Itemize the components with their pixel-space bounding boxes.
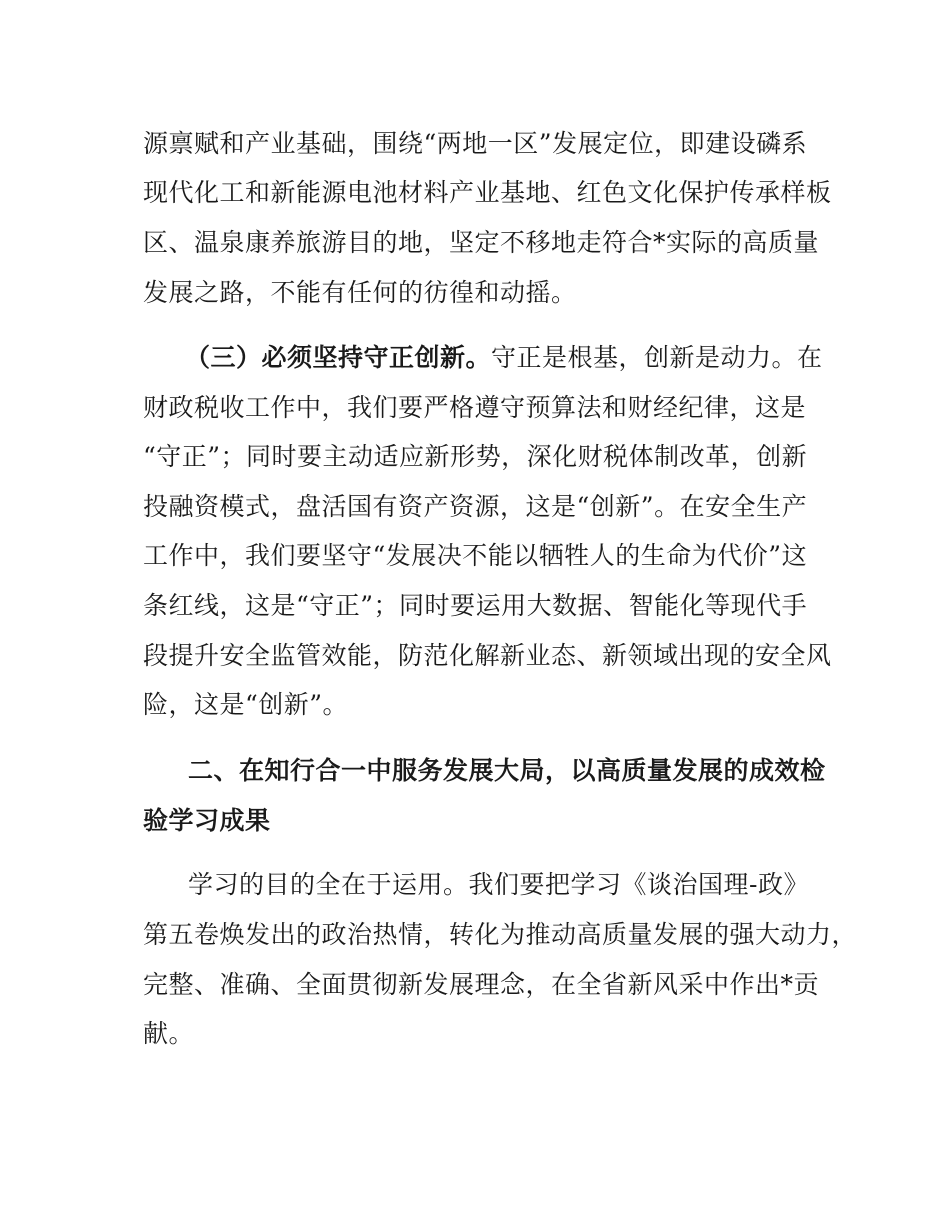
paragraph-2-line-4: 投融资模式，盘活国有资产资源，这是“创新”。在安全生产: [143, 492, 808, 521]
paragraph-2-heading: （三）必须坚持守正创新。: [185, 343, 492, 372]
paragraph-3-line-3: 完整、准确、全面贯彻新发展理念，在全省新风采中作出*贡: [143, 970, 820, 999]
paragraph-2-line-7: 段提升安全监管效能，防范化解新业态、新领域出现的安全风: [143, 641, 832, 670]
section-heading-line-2: 验学习成果: [143, 806, 271, 835]
paragraph-1-line-4: 发展之路，不能有任何的彷徨和动摇。: [143, 278, 577, 307]
paragraph-1-line-2: 现代化工和新能源电池材料产业基地、红色文化保护传承样板: [143, 178, 832, 207]
paragraph-2-line-8: 险，这是“创新”。: [143, 690, 349, 719]
paragraph-2-line-2: 财政税收工作中，我们要严格遵守预算法和财经纪律，这是: [143, 393, 807, 422]
section-heading-line-1: 二、在知行合一中服务发展大局，以高质量发展的成效检: [188, 756, 826, 785]
paragraph-2-line-6: 条红线，这是“守正”；同时要运用大数据、智能化等现代手: [143, 591, 808, 620]
paragraph-2-line-1: [185, 343, 823, 373]
paragraph-2-first-line-rest: 守正是根基，创新是动力。在: [491, 343, 823, 372]
paragraph-3-line-4: 献。: [143, 1019, 195, 1048]
paragraph-2-line-3: “守正”；同时要主动适应新形势，深化财税体制改革，创新: [143, 442, 808, 471]
paragraph-3-line-1: 学习的目的全在于运用。我们要把学习《谈治国理-政》: [188, 870, 809, 899]
paragraph-3-line-2: 第五卷焕发出的政治热情，转化为推动高质量发展的强大动力，: [143, 920, 858, 949]
paragraph-1-line-1: 源禀赋和产业基础，围绕“两地一区”发展定位，即建设磷系: [143, 129, 808, 158]
paragraph-2-line-5: 工作中，我们要坚守“发展决不能以牺牲人的生命为代价”这: [143, 541, 808, 570]
paragraph-1-line-3: 区、温泉康养旅游目的地，坚定不移地走符合*实际的高质量: [143, 228, 820, 257]
